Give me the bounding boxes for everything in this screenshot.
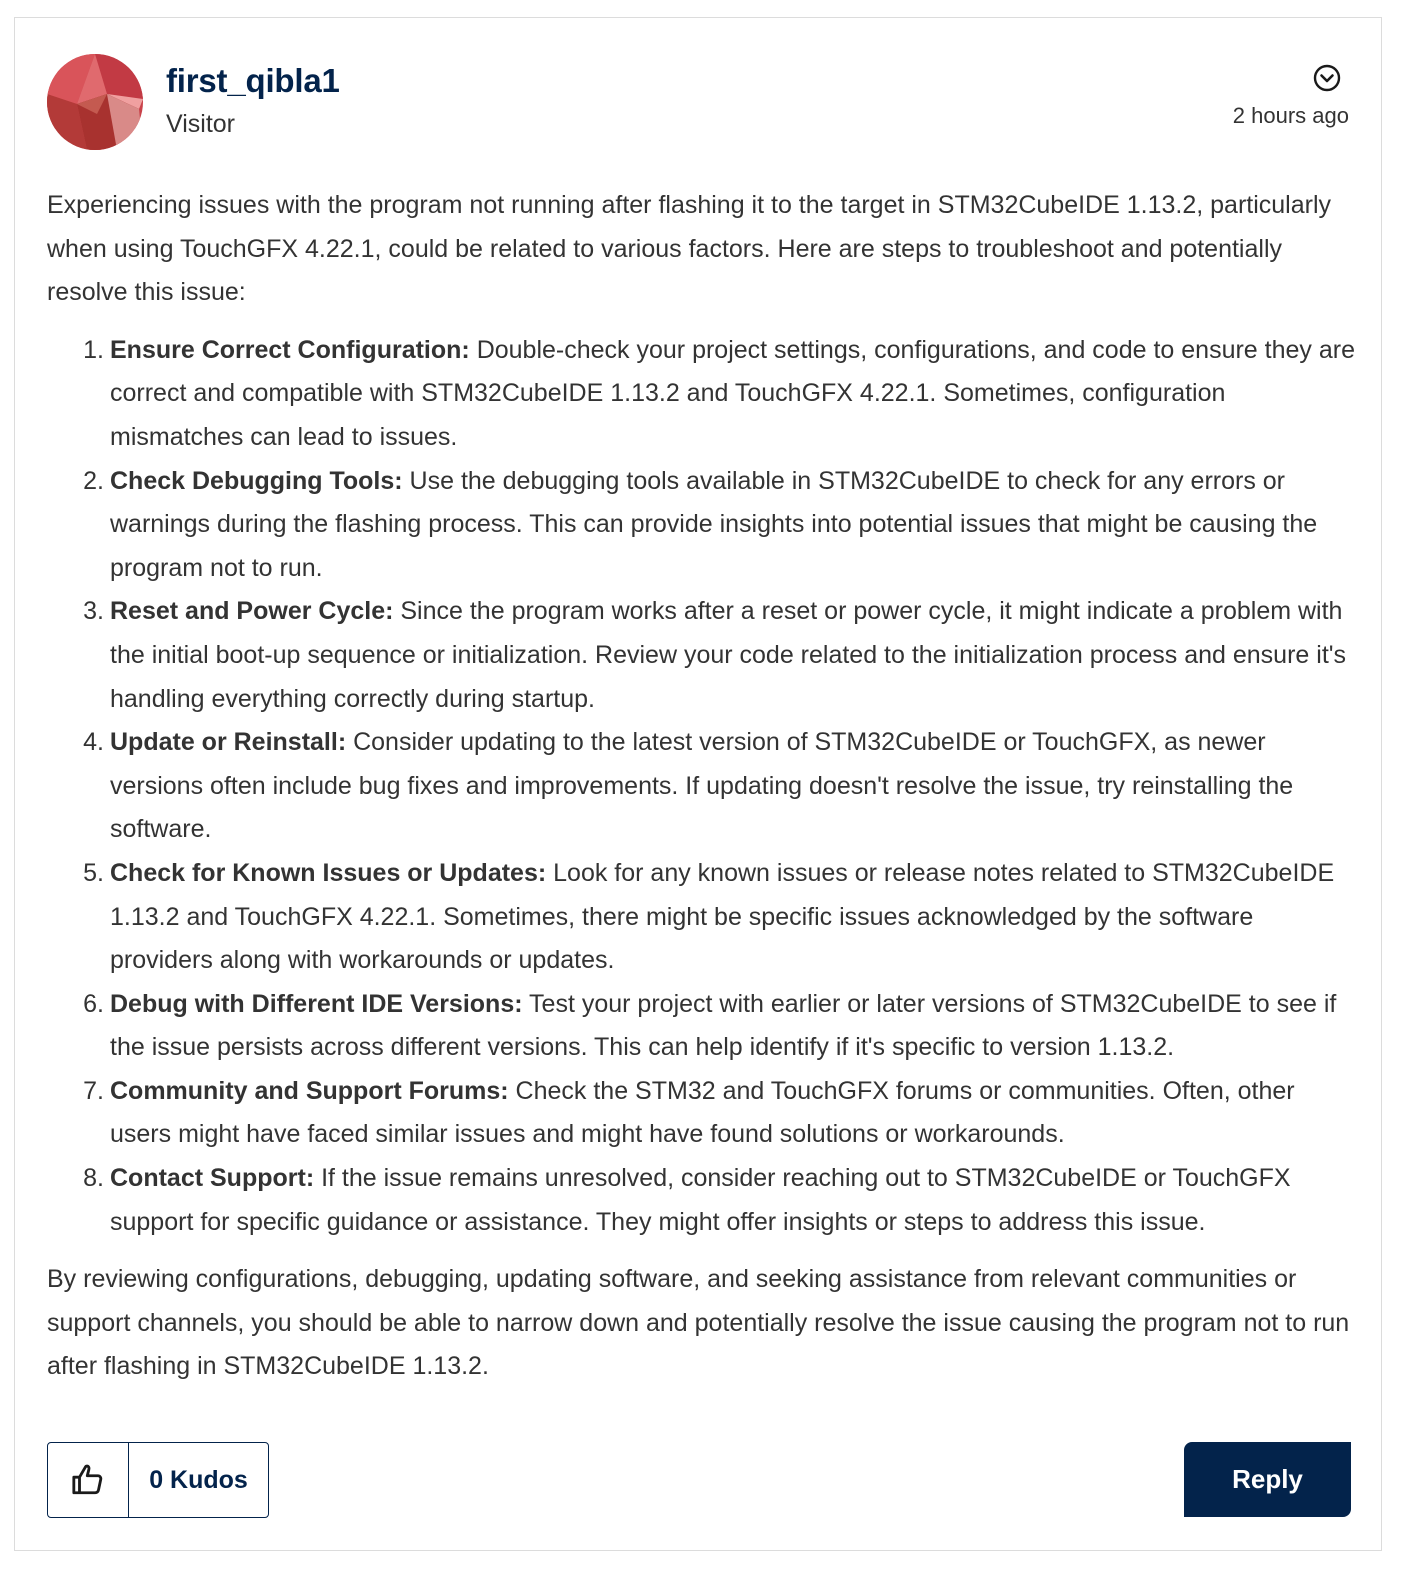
post-intro: Experiencing issues with the program not running after flashing it to the target in STM32CubeIDE 1.13.2, particularly when using TouchGFX 4.22.1, could be related to various factors. Here are steps to troubleshoot and potentially resolve this issue: xyxy=(47,191,1332,307)
step-text: If the issue remains unresolved, consider reaching out to STM32CubeIDE or TouchGFX support for specific guidance or assistance. They might offer insights or steps to address this issue. xyxy=(110,1164,1291,1236)
step-title: Community and Support Forums: xyxy=(110,1076,509,1105)
avatar-polygon-icon xyxy=(47,54,143,150)
list-item xyxy=(110,590,1357,721)
reply-button[interactable]: Reply xyxy=(1184,1442,1351,1517)
step-title: Reset and Power Cycle: xyxy=(110,597,394,626)
kudos-count: 0 Kudos xyxy=(149,1465,248,1494)
kudos-button[interactable] xyxy=(48,1443,129,1517)
post-card xyxy=(14,17,1382,1551)
step-text: Look for any known issues or release notes related to STM32CubeIDE 1.13.2 and TouchGFX 4.22.1. Sometimes, there might be specific issues acknowledged by the software providers along with workarounds or updates. xyxy=(110,858,1335,975)
step-title: Ensure Correct Configuration: xyxy=(110,335,470,364)
list-item xyxy=(110,983,1357,1070)
step-text: Test your project with earlier or later versions of STM32CubeIDE to see if the issue persists across different versions. This can help identify if it's specific to version 1.13.2. xyxy=(110,989,1337,1062)
step-text: Use the debugging tools available in STM32CubeIDE to check for any errors or warnings during the flashing process. This can provide insights into potential issues that might be causing the program not to run. xyxy=(110,466,1318,582)
step-title: Debug with Different IDE Versions: xyxy=(110,989,523,1018)
step-title: Contact Support: xyxy=(110,1164,315,1193)
thumbs-up-icon xyxy=(71,1463,105,1497)
avatar[interactable] xyxy=(47,54,143,150)
author-rank: Visitor xyxy=(166,110,236,138)
step-text: Double-check your project settings, configurations, and code to ensure they are correct and compatible with STM32CubeIDE 1.13.2 and TouchGFX 4.22.1. Sometimes, configuration mismatches can lead to issues. xyxy=(110,335,1355,451)
step-text: Check the STM32 and TouchGFX forums or communities. Often, other users might have faced similar issues and might have found solutions or workarounds. xyxy=(110,1076,1295,1149)
step-text: Since the program works after a reset or power cycle, it might indicate a problem with the initial boot-up sequence or initialization. Review your code related to the initialization process and ensure it's handling everything correctly during startup. xyxy=(110,597,1347,713)
list-item xyxy=(110,852,1357,983)
chevron-down-circle-icon[interactable] xyxy=(1312,63,1342,93)
author-username[interactable]: first_qibla1 xyxy=(166,62,340,99)
step-text: Consider updating to the latest version of STM32CubeIDE or TouchGFX, as newer versions often include bug fixes and improvements. If updating doesn't resolve the issue, try reinstalling the software. xyxy=(110,728,1294,844)
post-conclusion: By reviewing configurations, debugging, updating software, and seeking assistance from relevant communities or support channels, you should be able to narrow down and potentially resolve the issue causing the program not to run after flashing in STM32CubeIDE 1.13.2. xyxy=(47,1265,1350,1381)
list-item xyxy=(110,1070,1357,1157)
step-title: Check Debugging Tools: xyxy=(110,466,403,495)
list-item xyxy=(110,460,1357,591)
list-item xyxy=(110,1157,1357,1244)
list-item xyxy=(110,329,1357,460)
post-body xyxy=(47,184,1357,1389)
step-title: Check for Known Issues or Updates: xyxy=(110,858,547,887)
list-item xyxy=(110,721,1357,852)
steps-list xyxy=(47,329,1357,1244)
step-title: Update or Reinstall: xyxy=(110,728,347,757)
post-timestamp: 2 hours ago xyxy=(1232,103,1349,128)
kudos-widget xyxy=(47,1442,269,1518)
